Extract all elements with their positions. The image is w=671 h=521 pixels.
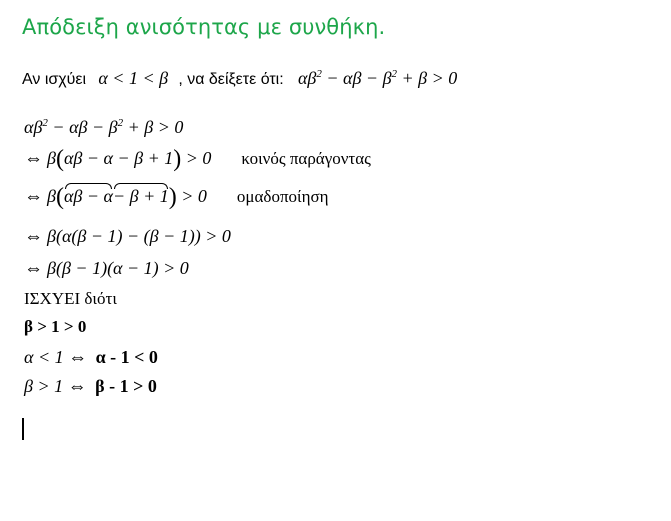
prompt-condition: α < 1 < β [98,68,169,88]
iff-symbol: ⇔ [24,226,43,247]
iff-symbol: ⇔ [67,376,87,397]
step-note-grouping: ομαδοποίηση [236,187,329,206]
step-9: β > 1 ⇔ β - 1 > 0 [24,376,157,397]
iff-symbol: ⇔ [24,258,43,279]
iff-symbol: ⇔ [24,148,43,169]
problem-statement [22,68,457,89]
group-1: αβ − α [63,186,113,206]
iff-symbol: ⇔ [24,186,43,207]
prompt-middle: , να δείξετε ότι: [178,71,284,88]
iff-symbol: ⇔ [68,347,88,368]
text-cursor [22,418,24,440]
prompt-goal: $\alpha\beta^2 - \alpha\beta - \beta^2 + \beta > 0$ [297,68,458,88]
step-6-reason: ΙΣΧΥΕΙ διότι [24,289,117,308]
step-7: β > 1 > 0 [24,317,87,336]
step-2: ⇔ β(αβ − α − β + 1) > 0 κοινός παράγοντας [24,146,371,172]
group-2: − β + 1 [112,186,169,206]
document-title: Απόδειξη ανισότητας με συνθήκη. [22,15,386,39]
step-5: ⇔ β(β − 1)(α − 1) > 0 [24,258,189,279]
step-3: ⇔ β(αβ − α− β + 1) > 0 ομαδοποίηση [24,184,329,210]
step-8: α < 1 ⇔ α - 1 < 0 [24,347,158,368]
step-1: $\alpha\beta^2 - \alpha\beta - \beta^2 + \beta > 0$ [24,117,184,137]
prompt-intro: Αν ισχύει [22,71,87,88]
step-4: ⇔ β(α(β − 1) − (β − 1)) > 0 [24,226,231,247]
step-note-common-factor: κοινός παράγοντας [241,149,371,168]
